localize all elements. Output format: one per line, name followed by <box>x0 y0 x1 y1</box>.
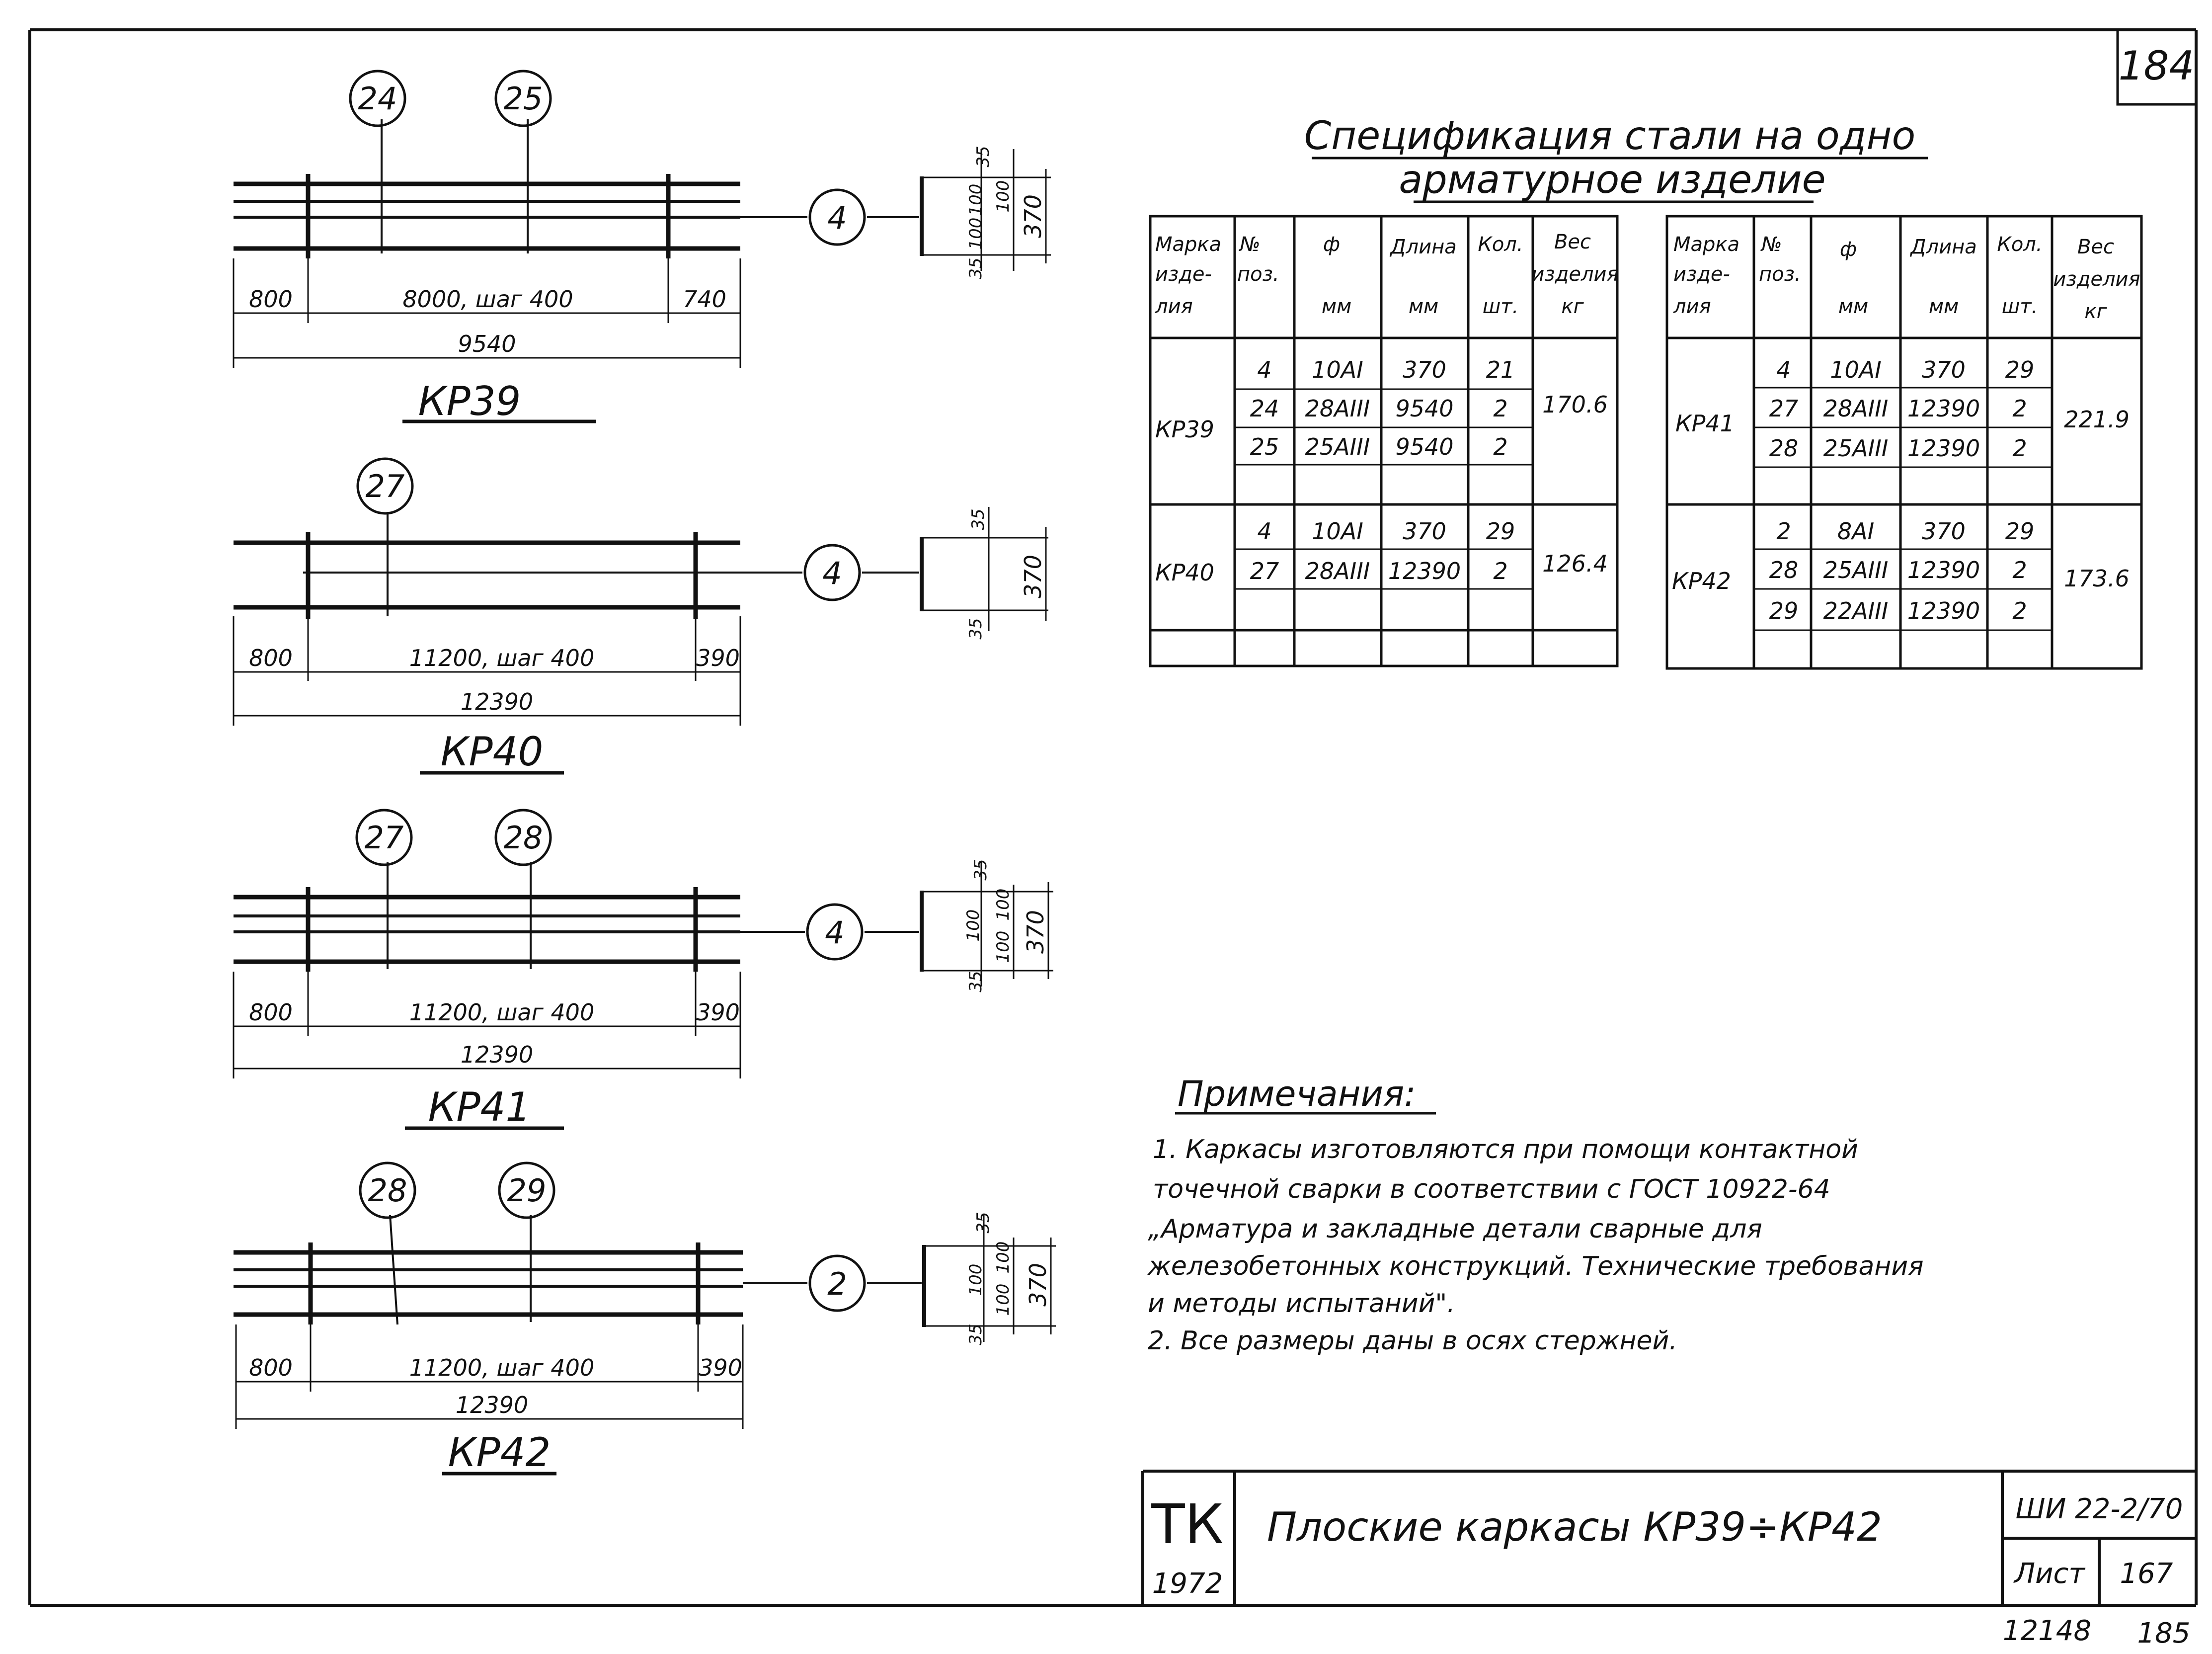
position-bubble <box>360 1163 415 1218</box>
svg-text:27: 27 <box>365 468 405 504</box>
section-bubble <box>807 905 862 959</box>
svg-text:100: 100 <box>966 217 986 250</box>
svg-text:25АIII: 25АIII <box>1305 433 1370 460</box>
svg-text:2: 2 <box>1776 518 1791 545</box>
spec-weight: 221.9 <box>2064 406 2130 433</box>
spec-weight: 173.6 <box>2064 565 2130 592</box>
svg-text:4: 4 <box>827 200 847 236</box>
svg-text:24: 24 <box>358 81 397 117</box>
svg-text:35: 35 <box>971 859 991 881</box>
svg-text:800: 800 <box>249 999 293 1026</box>
spec-table-right <box>1667 216 2141 668</box>
frame-kr39 <box>234 71 1051 424</box>
svg-text:изде-: изде- <box>1673 263 1730 286</box>
svg-text:кг: кг <box>2084 300 2107 323</box>
archive-number: 12148 <box>2002 1615 2092 1647</box>
position-bubble <box>499 1163 554 1218</box>
svg-text:35: 35 <box>966 618 986 640</box>
svg-text:2: 2 <box>1493 433 1508 460</box>
svg-text:29: 29 <box>1769 597 1799 624</box>
svg-text:370: 370 <box>1922 356 1966 383</box>
spec-mark: КР39 <box>1155 416 1214 443</box>
frame-label: КР41 <box>428 1084 531 1130</box>
svg-text:100: 100 <box>966 1263 986 1296</box>
svg-text:ф: ф <box>1323 233 1341 256</box>
svg-text:2: 2 <box>2012 435 2027 462</box>
svg-text:740: 740 <box>683 286 726 313</box>
svg-text:100: 100 <box>966 183 986 216</box>
sheet-label: Лист <box>2014 1558 2085 1590</box>
sheet-border <box>30 30 2196 1605</box>
svg-text:ф: ф <box>1839 238 1857 261</box>
svg-text:лия: лия <box>1673 295 1711 318</box>
svg-text:24: 24 <box>1250 395 1279 422</box>
svg-text:100: 100 <box>963 909 983 942</box>
svg-text:Вес: Вес <box>2077 236 2115 258</box>
svg-text:27: 27 <box>1250 558 1279 584</box>
svg-text:370: 370 <box>1022 910 1049 954</box>
spec-weight: 126.4 <box>1542 550 1608 577</box>
svg-text:4: 4 <box>1257 518 1272 545</box>
note-line: железобетонных конструкций. Технические требования <box>1148 1251 1924 1281</box>
svg-text:№: № <box>1240 233 1261 256</box>
section-bubble <box>810 190 865 245</box>
svg-text:12390: 12390 <box>1907 557 1980 583</box>
svg-text:Вес: Вес <box>1554 231 1591 253</box>
sheet-number: 167 <box>2120 1558 2173 1590</box>
position-bubble <box>357 810 411 865</box>
svg-text:35: 35 <box>968 508 988 530</box>
title-block <box>1143 1471 2196 1605</box>
svg-text:12390: 12390 <box>460 1041 534 1068</box>
svg-text:Марка: Марка <box>1155 233 1222 256</box>
svg-text:изделия: изделия <box>1531 263 1619 286</box>
svg-text:100: 100 <box>993 180 1013 213</box>
svg-text:2: 2 <box>2012 597 2027 624</box>
bottom-page-number: 185 <box>2137 1617 2191 1650</box>
frame-kr42 <box>234 1163 1056 1476</box>
spec-title <box>1304 114 1928 202</box>
svg-text:11200, шаг 400: 11200, шаг 400 <box>409 1354 595 1381</box>
frame-label: КР39 <box>418 378 521 424</box>
svg-text:29: 29 <box>1486 518 1515 545</box>
svg-text:28: 28 <box>1769 557 1799 583</box>
svg-text:12390: 12390 <box>1907 435 1980 462</box>
svg-text:10АI: 10АI <box>1830 356 1882 383</box>
position-bubble <box>496 810 551 865</box>
svg-text:29: 29 <box>2005 518 2035 545</box>
svg-text:мм: мм <box>1408 295 1439 318</box>
page-number-box <box>2118 30 2196 104</box>
frame-kr41 <box>234 810 1053 1130</box>
svg-text:370: 370 <box>1025 1263 1051 1307</box>
svg-text:поз.: поз. <box>1237 263 1279 286</box>
section-bubble <box>810 1256 865 1311</box>
section-bubble <box>805 545 860 600</box>
year: 1972 <box>1152 1568 1223 1600</box>
svg-text:8000, шаг 400: 8000, шаг 400 <box>402 286 573 313</box>
svg-text:Кол.: Кол. <box>1997 233 2043 256</box>
spec-mark: КР40 <box>1155 559 1214 586</box>
svg-text:2: 2 <box>827 1266 847 1302</box>
position-bubble <box>350 71 405 126</box>
spec-mark: КР42 <box>1672 568 1731 594</box>
svg-text:4: 4 <box>825 914 845 951</box>
svg-text:мм: мм <box>1838 295 1869 318</box>
svg-text:12390: 12390 <box>455 1392 529 1418</box>
svg-text:28: 28 <box>368 1172 407 1209</box>
notes <box>1147 1074 1924 1356</box>
spec-weight: 170.6 <box>1542 391 1608 418</box>
svg-text:4: 4 <box>822 555 842 591</box>
org-mark: ТК <box>1151 1492 1224 1556</box>
svg-text:100: 100 <box>993 888 1013 921</box>
frame-label: КР42 <box>448 1429 551 1476</box>
svg-text:Длина: Длина <box>1390 236 1457 258</box>
svg-text:27: 27 <box>364 820 404 856</box>
position-bubble <box>496 71 551 126</box>
frame-label: КР40 <box>440 729 544 775</box>
svg-text:4: 4 <box>1257 356 1272 383</box>
svg-text:Длина: Длина <box>1910 236 1977 258</box>
svg-text:Спецификация стали на одно: Спецификация стали на одно <box>1304 114 1916 159</box>
svg-text:35: 35 <box>966 971 986 992</box>
svg-text:12390: 12390 <box>460 688 534 715</box>
svg-text:12390: 12390 <box>1907 395 1980 422</box>
svg-text:25: 25 <box>503 81 543 117</box>
note-line: „Арматура и закладные детали сварные для <box>1148 1214 1762 1244</box>
svg-text:Кол.: Кол. <box>1478 233 1523 256</box>
document-code: ШИ 22-2/70 <box>2015 1493 2183 1525</box>
svg-text:25АIII: 25АIII <box>1823 435 1889 462</box>
svg-text:35: 35 <box>966 257 986 279</box>
svg-text:29: 29 <box>2005 356 2035 383</box>
svg-text:390: 390 <box>699 1354 742 1381</box>
notes-heading: Примечания: <box>1178 1074 1416 1114</box>
svg-text:28: 28 <box>503 820 543 856</box>
svg-text:12390: 12390 <box>1907 597 1980 624</box>
note-line: 2. Все размеры даны в осях стержней. <box>1148 1326 1677 1356</box>
svg-text:28: 28 <box>1769 435 1799 462</box>
svg-text:2: 2 <box>1493 558 1508 584</box>
svg-text:изделия: изделия <box>2053 268 2140 291</box>
spec-mark: КР41 <box>1675 410 1735 437</box>
svg-text:мм: мм <box>1321 295 1352 318</box>
svg-text:370: 370 <box>1020 194 1046 238</box>
svg-text:2: 2 <box>2012 557 2027 583</box>
svg-text:Марка: Марка <box>1673 233 1740 256</box>
svg-text:9540: 9540 <box>1395 395 1454 422</box>
svg-text:800: 800 <box>249 1354 293 1381</box>
note-line: и методы испытаний". <box>1148 1289 1455 1319</box>
svg-text:21: 21 <box>1486 356 1515 383</box>
svg-text:35: 35 <box>973 146 993 167</box>
svg-text:кг: кг <box>1561 295 1584 318</box>
svg-text:370: 370 <box>1020 555 1046 598</box>
svg-text:100: 100 <box>993 1283 1013 1316</box>
svg-text:2: 2 <box>1493 395 1508 422</box>
svg-text:12390: 12390 <box>1388 558 1461 584</box>
svg-text:22АIII: 22АIII <box>1823 597 1889 624</box>
drawing-title: Плоские каркасы КР39÷КР42 <box>1267 1504 1882 1550</box>
svg-text:800: 800 <box>249 286 293 313</box>
svg-text:4: 4 <box>1776 356 1791 383</box>
svg-text:шт.: шт. <box>2001 295 2038 318</box>
svg-text:390: 390 <box>696 999 740 1026</box>
svg-text:11200, шаг 400: 11200, шаг 400 <box>409 645 595 671</box>
svg-text:поз.: поз. <box>1759 263 1801 286</box>
svg-text:35: 35 <box>966 1323 986 1345</box>
svg-text:лия: лия <box>1155 295 1193 318</box>
svg-text:28АIII: 28АIII <box>1305 395 1370 422</box>
svg-text:10АI: 10АI <box>1312 356 1363 383</box>
svg-text:25АIII: 25АIII <box>1823 557 1889 583</box>
svg-text:27: 27 <box>1769 395 1799 422</box>
svg-text:11200, шаг 400: 11200, шаг 400 <box>409 999 595 1026</box>
svg-text:10АI: 10АI <box>1312 518 1363 545</box>
svg-text:9540: 9540 <box>458 331 516 357</box>
note-line: 1. Каркасы изготовляются при помощи контактной <box>1153 1135 1858 1164</box>
svg-text:28АIII: 28АIII <box>1823 395 1889 422</box>
svg-text:изде-: изде- <box>1155 263 1212 286</box>
frame-kr40 <box>234 459 1048 775</box>
svg-text:100: 100 <box>993 930 1013 963</box>
svg-text:8АI: 8АI <box>1837 518 1875 545</box>
svg-text:35: 35 <box>973 1212 993 1234</box>
svg-text:370: 370 <box>1403 356 1446 383</box>
position-bubble <box>358 459 412 513</box>
svg-text:9540: 9540 <box>1395 433 1454 460</box>
spec-table-left <box>1150 216 1619 666</box>
svg-text:№: № <box>1761 233 1782 256</box>
svg-text:мм: мм <box>1928 295 1959 318</box>
svg-text:370: 370 <box>1922 518 1966 545</box>
svg-text:25: 25 <box>1250 433 1279 460</box>
svg-text:100: 100 <box>993 1241 1013 1274</box>
svg-text:370: 370 <box>1403 518 1446 545</box>
svg-text:390: 390 <box>696 645 740 671</box>
note-line: точечной сварки в соответствии с ГОСТ 10922-64 <box>1153 1174 1830 1204</box>
svg-text:шт.: шт. <box>1482 295 1519 318</box>
svg-text:28АIII: 28АIII <box>1305 558 1370 584</box>
svg-text:2: 2 <box>2012 395 2027 422</box>
svg-text:29: 29 <box>507 1172 547 1209</box>
page-number: 184 <box>2118 43 2195 89</box>
svg-text:арматурное изделие: арматурное изделие <box>1399 158 1826 202</box>
svg-text:800: 800 <box>249 645 293 671</box>
